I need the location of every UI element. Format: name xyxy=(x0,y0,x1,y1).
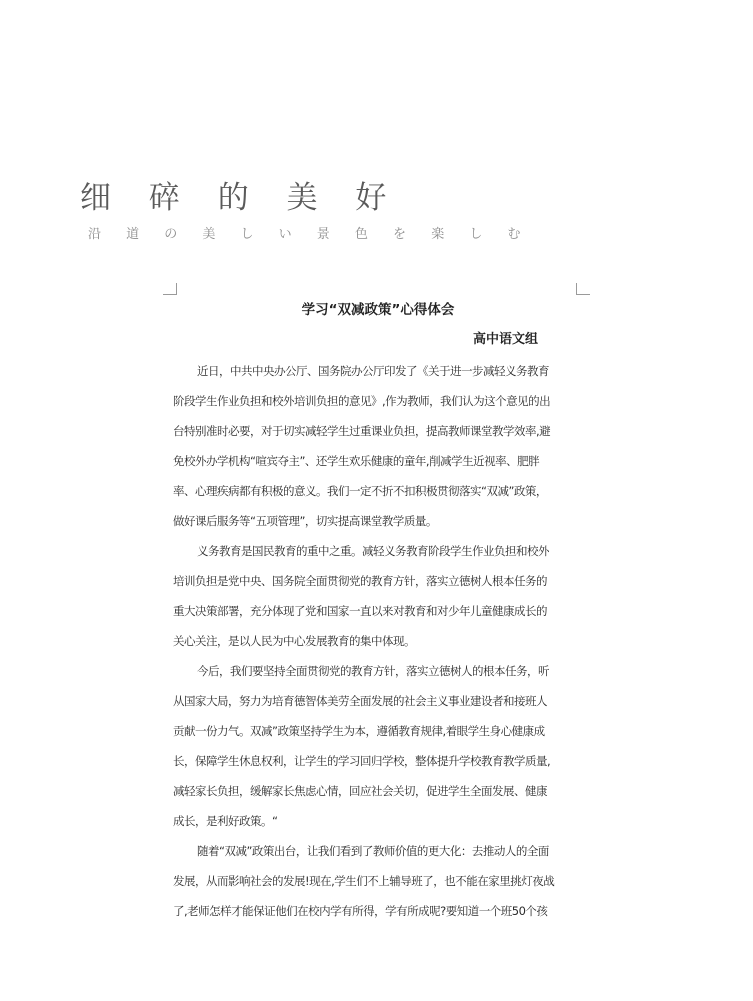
document-line: 培训负担是党中央、国务院全面贯彻党的教育方针，落实立德树人根本任务的 xyxy=(173,574,547,588)
document-line: 义务教育是国民教育的重中之重。减轻义务教育阶段学生作业负担和校外 xyxy=(197,544,549,558)
document-line: 长，保障学生休息权利，让学生的学习回归学校，整体提升学校教育教学质量, xyxy=(173,754,551,768)
document-line: 了,老师怎样才能保证他们在校内学有所得，学有所成呢?要知道一个班50个孩 xyxy=(173,904,548,918)
page-corner-mark-right xyxy=(576,283,590,295)
document-author: 高中语文组 xyxy=(472,332,538,347)
document-line: 近日，中共中央办公厅、国务院办公厅印发了《关于进一步减轻义务教育 xyxy=(197,364,549,378)
document-page xyxy=(173,300,583,920)
header-subtitle: 沿 道 の 美 し い 景 色 を 楽 し む xyxy=(88,227,531,242)
document-line: 率、心理疾病都有积极的意义。我们一定不折不扣积极贯彻落实“双减”政策， xyxy=(173,484,547,498)
document-line: 免校外办学机构“喧宾夺主”、还学生欢乐健康的童年,削减学生近视率、肥胖 xyxy=(173,454,540,468)
document-body xyxy=(173,362,583,920)
document-line: 成长，是利好政策。“ xyxy=(173,814,278,828)
document-line: 台特别准时必要，对于切实减轻学生过重课业负担，提高教师课堂教学效率,避 xyxy=(173,424,551,438)
document-line: 贡献一份力气。双减”政策坚持学生为本，遵循教育规律,着眼学生身心健康成 xyxy=(173,724,545,738)
document-title: 学习“双减政策”心得体会 xyxy=(301,302,455,318)
document-line: 发展，从而影响社会的发展!现在,学生们不上辅导班了，也不能在家里挑灯夜战 xyxy=(173,874,555,888)
document-line: 随着“双减”政策出台，让我们看到了教师价值的更大化：去推动人的全面 xyxy=(197,844,549,858)
document-line: 从国家大局，努力为培育德智体美劳全面发展的社会主义事业建设者和接班人 xyxy=(173,694,547,708)
page-corner-mark-left xyxy=(163,283,177,295)
document-line: 今后，我们要坚持全面贯彻党的教育方针，落实立德树人的根本任务，听 xyxy=(197,664,549,678)
header-title: 细 碎 的 美 好 xyxy=(80,180,401,216)
document-line: 做好课后服务等“五项管理”，切实提高课堂教学质量。 xyxy=(173,514,437,528)
document-line: 重大决策部署，充分体现了党和国家一直以来对教育和对少年儿童健康成长的 xyxy=(173,604,547,618)
document-line: 阶段学生作业负担和校外培训负担的意见》,作为教师，我们认为这个意见的出 xyxy=(173,394,551,408)
document-line: 减轻家长负担，缓解家长焦虑心情，回应社会关切，促进学生全面发展、健康 xyxy=(173,784,547,798)
document-line: 关心关注，是以人民为中心发展教育的集中体现。 xyxy=(173,634,415,648)
